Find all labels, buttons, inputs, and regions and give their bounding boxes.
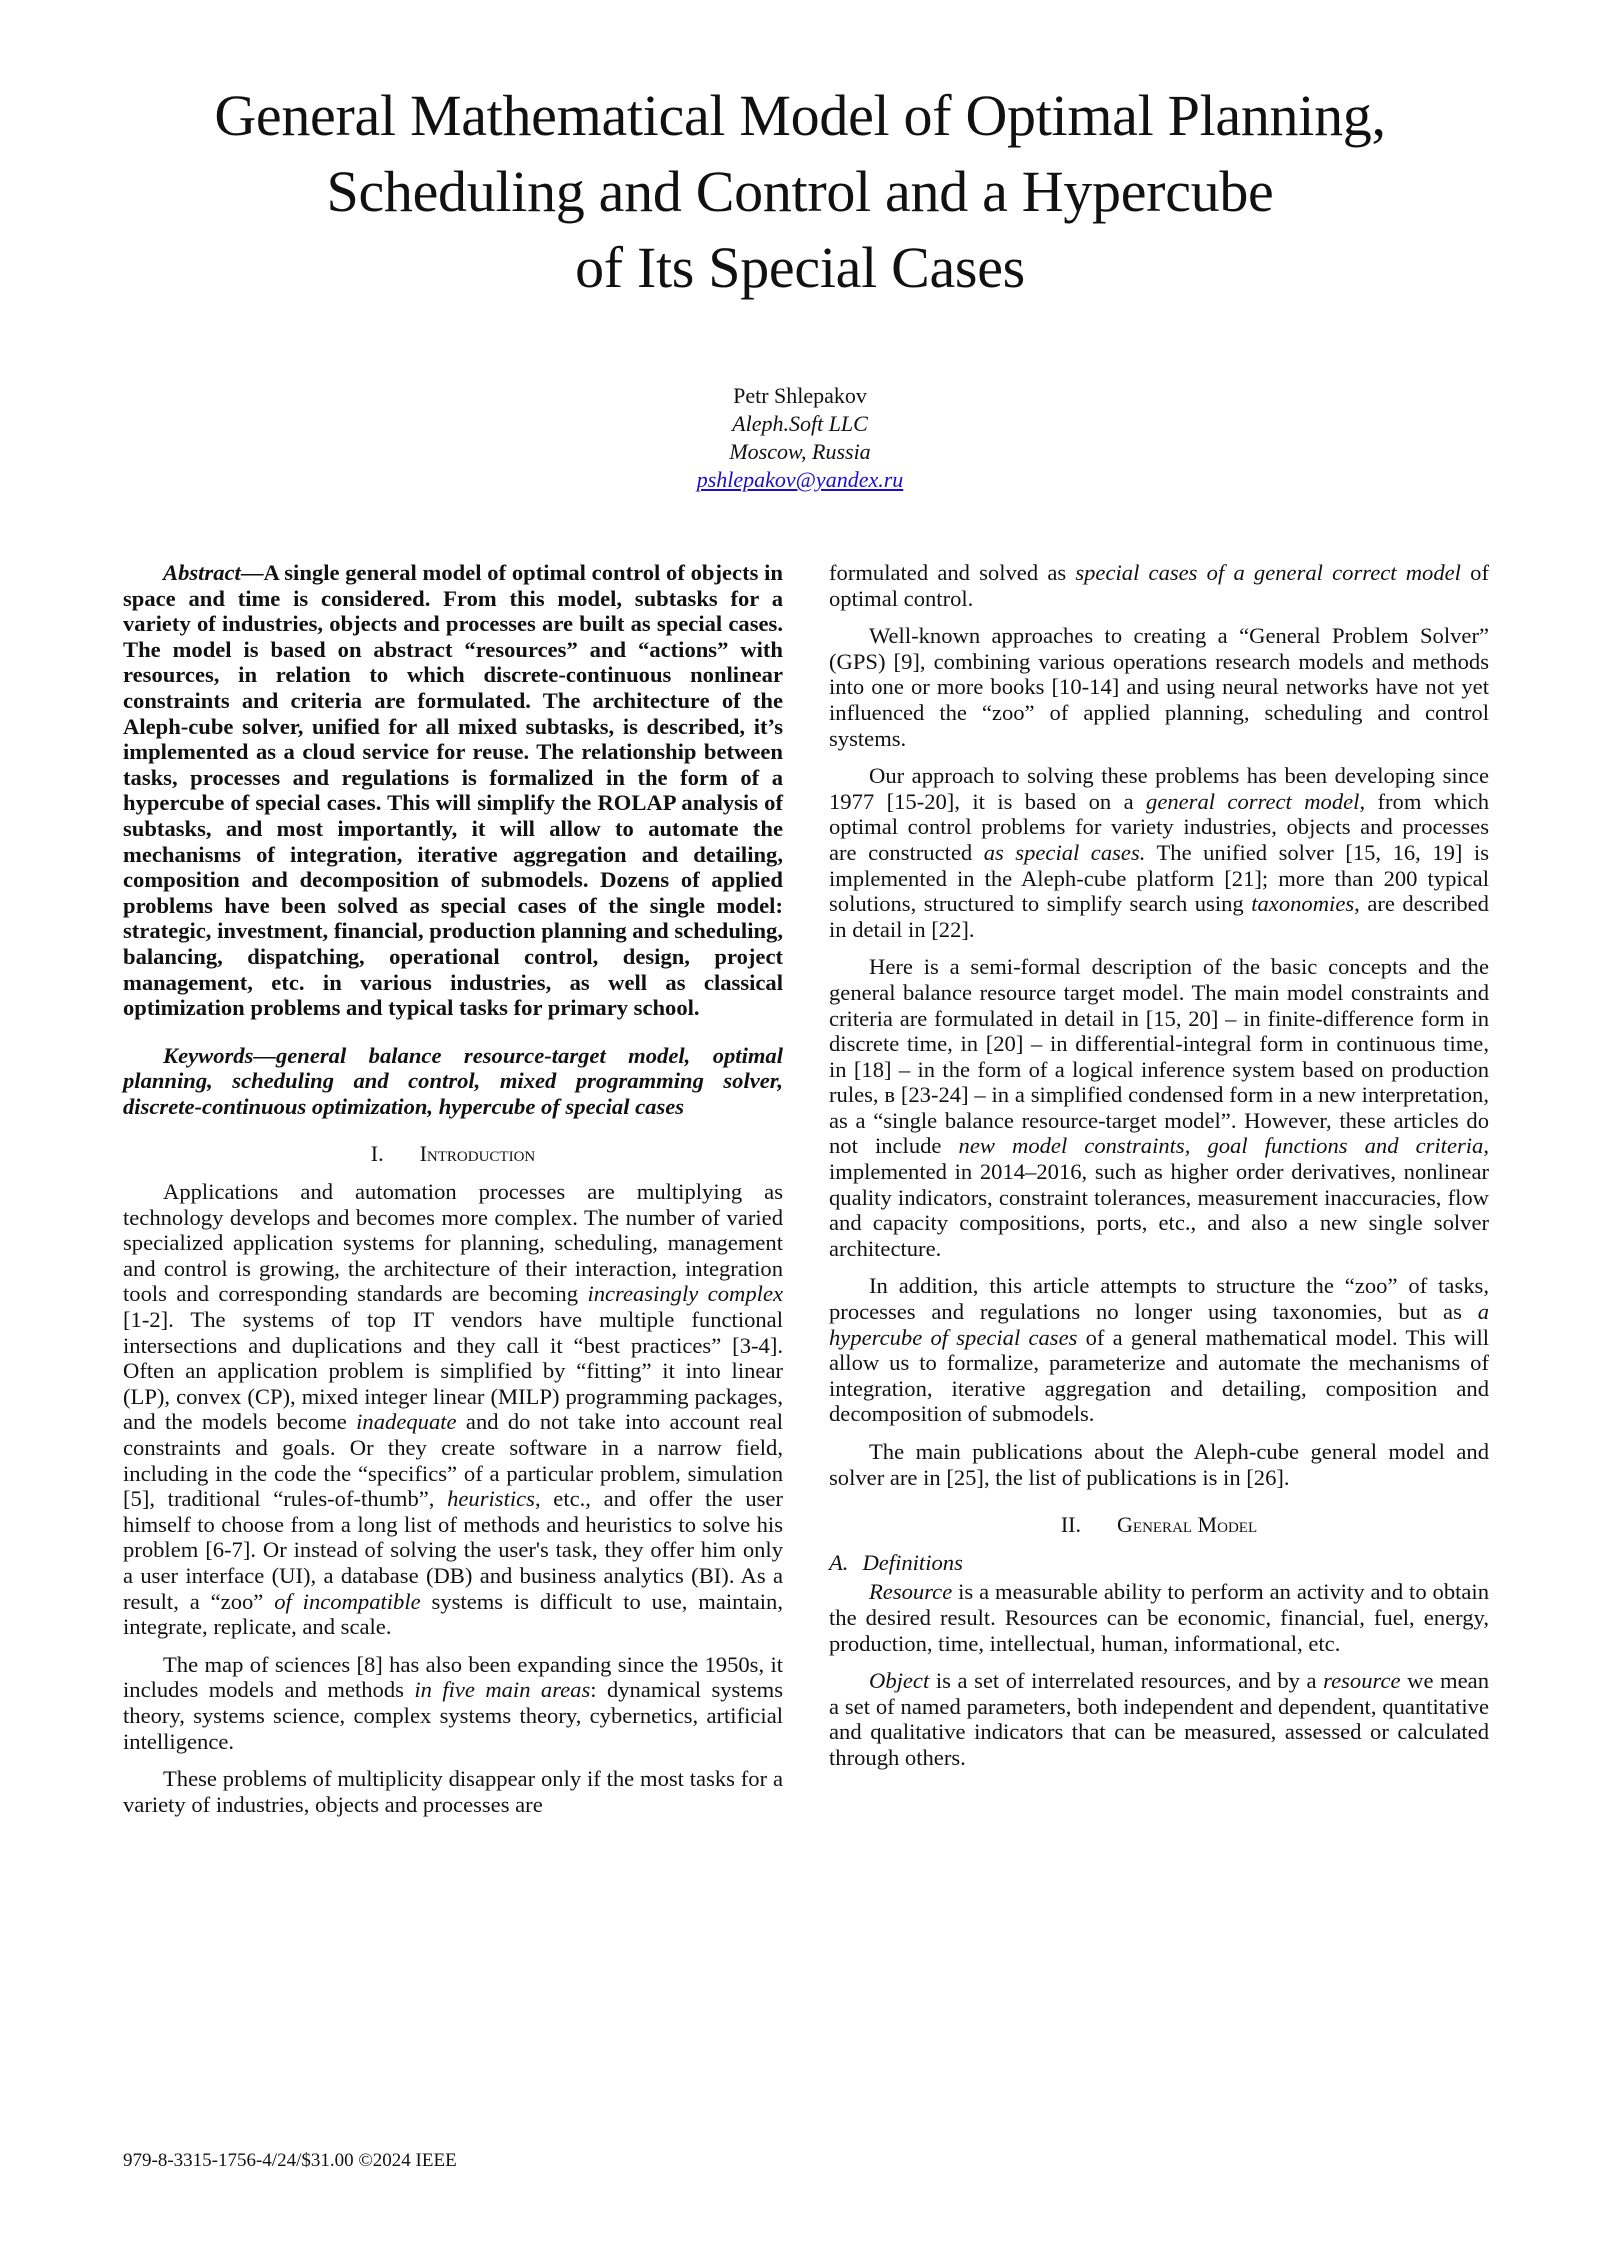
text-run: is a measurable ability to perform an activity and to obtain the desired result. Resources can be economic, financial, fuel, energy, production, time, intellectual, human, informational, etc.: [829, 1579, 1489, 1656]
left-column: [123, 560, 783, 1829]
subsection-number: A.: [829, 1549, 849, 1575]
author-block: [500, 382, 1100, 494]
text-run: is a set of interrelated resources, and by a: [929, 1668, 1324, 1694]
emphasis-text: special cases of a general correct model: [1075, 560, 1461, 585]
text-run: formulated and solved as: [829, 560, 1076, 585]
keywords-dash: —: [253, 1042, 276, 1068]
text-run: Well-known approaches to creating a “General Problem Solver” (GPS) [9], combining various operations research models and methods into one or more books [10-14] and using neural networks have not yet influenced the “zoo” of applied planning, scheduling and control systems.: [829, 623, 1489, 751]
body-paragraph: [123, 1766, 783, 1817]
abstract-dash: —: [240, 560, 264, 585]
keywords-label: Keywords: [163, 1042, 254, 1068]
text-run: In addition, this article attempts to structure the “zoo” of tasks, processes and regulations no longer using taxonomies, but as: [829, 1273, 1489, 1325]
emphasis-text: new model constraints, goal functions and criteria: [958, 1133, 1484, 1159]
text-run: , from which optimal control problems for variety industries, objects and processes are constructed: [829, 788, 1489, 865]
emphasis-text: resource: [1323, 1668, 1401, 1694]
body-paragraph: [829, 1273, 1489, 1427]
author-affiliation: Aleph.Soft LLC: [732, 411, 868, 436]
text-run: of a general mathematical model. This will allow us to formalize, parameterize and automate the mechanisms of integration, iterative aggregation and detailing, composition and decomposition of submodels.: [829, 1324, 1489, 1427]
text-run: , etc., and offer the user himself to choose from a long list of methods and heuristics to solve his problem [6-7]. Or instead of solving the user's task, they offer him only a user interface (UI), a database (DB) and business analytics (BI). As a result, a “zoo”: [123, 1486, 783, 1614]
author-email-link[interactable]: pshlepakov@yandex.ru: [696, 467, 904, 492]
text-run: [1-2]. The systems of top IT vendors have multiple functional intersections and duplications and they call it “best practices” [3-4]. Often an application problem is simplified by “fitting” it into linear (LP), convex (CP), mixed integer linear (MILP) programming packages, and the models become: [123, 1307, 783, 1435]
right-column: [829, 560, 1489, 1783]
text-run: : dynamical systems theory, systems science, complex systems theory, cybernetics, artificial intelligence.: [123, 1677, 784, 1754]
abstract-label: Abstract: [163, 560, 241, 585]
emphasis-text: as special cases.: [983, 839, 1146, 865]
author-location: Moscow, Russia: [729, 439, 871, 464]
title-line: General Mathematical Model of Optimal Planning,: [214, 83, 1386, 148]
text-run: we mean a set of named parameters, both independent and dependent, quantitative and qualitative indicators that can be measured, assessed or calculated through others.: [829, 1668, 1489, 1770]
section-number: II.: [1060, 1512, 1082, 1538]
section-heading-general-model: [829, 1512, 1489, 1538]
right-body: [829, 560, 1489, 1490]
body-paragraph: [829, 560, 1489, 611]
section-number: I.: [370, 1141, 384, 1167]
body-paragraph: [123, 1652, 783, 1754]
paper-title: [100, 78, 1500, 306]
emphasis-text: Object: [869, 1668, 930, 1694]
text-run: The main publications about the Aleph-cube general model and solver are in [25], the list of publications is in [26].: [829, 1439, 1489, 1490]
text-run: , are described in detail in [22].: [829, 891, 1489, 942]
author-name: Petr Shlepakov: [733, 383, 867, 408]
subsection-heading-definitions: [829, 1550, 1489, 1576]
body-paragraph: [829, 623, 1489, 751]
title-line: Scheduling and Control and a Hypercube: [326, 159, 1274, 224]
text-run: Here is a semi-formal description of the basic concepts and the general balance resource target model. The main model constraints and criteria are formulated in detail in [15, 20] – in finite-difference form in discrete time, in [20] – in differential-integral form in continuous time, in [18] – in the form of a logical inference system based on production rules, в [23-24] – in a simplified condensed form in a new interpretation, as a “single balance resource-target model”. However, these articles do not include: [829, 954, 1489, 1159]
emphasis-text: of incompatible: [274, 1588, 421, 1614]
emphasis-text: heuristics: [447, 1486, 535, 1512]
section-title: Introduction: [419, 1141, 536, 1167]
body-paragraph: [123, 1179, 783, 1640]
text-run: systems is difficult to use, maintain, integrate, replicate, and scale.: [123, 1588, 784, 1640]
section-heading-introduction: [123, 1141, 783, 1167]
copyright-footer: 979-8-3315-1756-4/24/$31.00 ©2024 IEEE: [123, 2150, 457, 2171]
abstract-text: A single general model of optimal control of objects in space and time is considered. From this model, subtasks for a variety of industries, objects and processes are built as special cases. The model is based on abstract “resources” and “actions” with resources, in relation to which discrete-continuous nonlinear constraints and criteria are formulated. The architecture of the Aleph-cube solver, unified for all mixed subtasks, is described, it’s implemented as a cloud service for reuse. The relationship between tasks, processes and regulations is formalized in the form of a hypercube of special cases. This will simplify the ROLAP analysis of subtasks, and most importantly, it will allow to automate the mechanisms of integration, iterative aggregation and detailing, composition and decomposition of submodels. Dozens of applied problems have been solved as special cases of the single model: strategic, investment, financial, production planning and scheduling, balancing, dispatching, operational control, design, project management, etc. in various industries, as well as classical optimization problems and typical tasks for primary school.: [123, 560, 783, 1021]
emphasis-text: general correct model: [1146, 788, 1360, 814]
definitions-body: [829, 1579, 1489, 1770]
body-paragraph: [829, 954, 1489, 1261]
body-paragraph: [829, 763, 1489, 942]
body-paragraph: [829, 1668, 1489, 1770]
abstract: [123, 560, 783, 1021]
text-run: Our approach to solving these problems has been developing since 1977 [15-20], it is based on a: [829, 763, 1489, 814]
text-run: and do not take into account real constraints and goals. Or they create software in a narrow field, including in the code the “specifics” of a particular problem, simulation [5], traditional “rules-of-thumb”,: [123, 1409, 783, 1512]
emphasis-text: a hypercube of special cases: [829, 1299, 1489, 1350]
section-title: General Model: [1117, 1512, 1258, 1538]
body-paragraph: [829, 1439, 1489, 1490]
text-run: Applications and automation processes are multiplying as technology develops and becomes more complex. The number of varied specialized application systems for planning, scheduling, management and control is growing, the architecture of their interaction, integration tools and corresponding standards are becoming: [123, 1179, 783, 1307]
text-run: The unified solver [15, 16, 19] is implemented in the Aleph-cube platform [21]; more than 200 typical solutions, structured to simplify search using: [829, 839, 1489, 917]
emphasis-text: increasingly complex: [587, 1281, 783, 1307]
emphasis-text: in five main areas: [414, 1677, 591, 1703]
emphasis-text: inadequate: [356, 1409, 457, 1435]
keywords: [123, 1043, 783, 1120]
subsection-title: Definitions: [862, 1549, 963, 1575]
title-line: of Its Special Cases: [575, 235, 1025, 300]
emphasis-text: taxonomies: [1251, 891, 1355, 917]
body-paragraph: [829, 1579, 1489, 1656]
text-run: These problems of multiplicity disappear only if the most tasks for a variety of industries, objects and processes are: [123, 1766, 783, 1817]
text-run: of optimal control.: [829, 560, 1489, 611]
keywords-text: general balance resource-target model, optimal planning, scheduling and control, mixed programming solver, discrete-continuous optimization, hypercube of special cases: [123, 1042, 783, 1119]
left-body: [123, 1179, 783, 1817]
emphasis-text: Resource: [869, 1579, 953, 1605]
text-run: The map of sciences [8] has also been expanding since the 1950s, it includes models and methods: [123, 1651, 783, 1703]
text-run: , implemented in 2014–2016, such as higher order derivatives, nonlinear quality indicators, constraint tolerances, measurement inaccuracies, flow and capacity compositions, ports, etc., and also a new single solver architecture.: [829, 1133, 1489, 1261]
